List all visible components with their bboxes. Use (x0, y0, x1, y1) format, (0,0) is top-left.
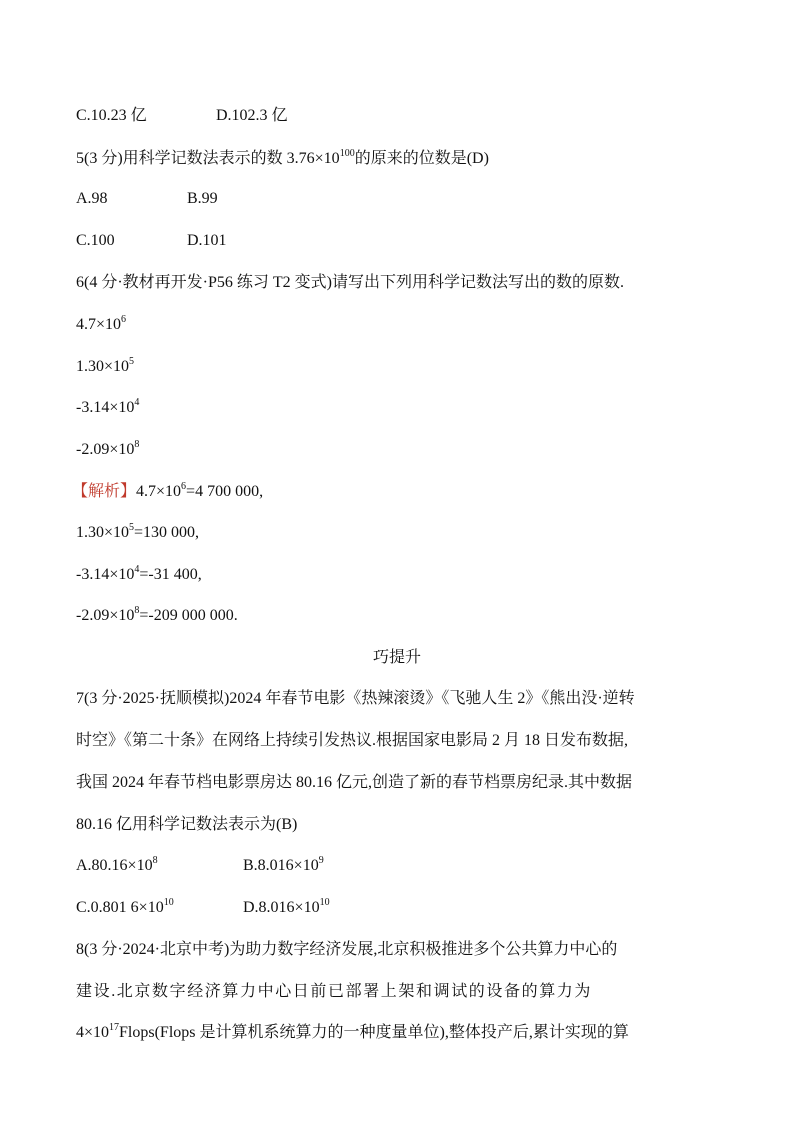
q6-stem: 6(4 分·教材再开发·P56 练习 T2 变式)请写出下列用科学记数法写出的数的原数. (76, 274, 624, 291)
q5-option-b: B.99 (187, 190, 218, 207)
answer-base: -3.14×10 (76, 566, 135, 583)
q6-item-base: 4.7×10 (76, 316, 122, 333)
q6-item (76, 357, 724, 377)
q5-stem-exponent: 100 (339, 148, 355, 159)
q6-item-exponent: 8 (134, 439, 140, 450)
q6-item-base: -3.14×10 (76, 399, 135, 416)
q7-option-d: $D.8.016\times 10^{10}$ (243, 897, 330, 916)
answer-base: 4.7×10 (136, 483, 182, 500)
answer-exponent: 8 (134, 605, 140, 616)
q8-stem-line: 8(3 分·2024·北京中考)为助力数字经济发展,北京积极推进多个公共算力中心的 (76, 941, 618, 958)
answer-base: 1.30×10 (76, 524, 130, 541)
q7-stem-line: 7(3 分·2025·抚顺模拟)2024 年春节电影《热辣滚烫》《飞驰人生 2》《熊出没·逆转 (76, 690, 635, 707)
answer-result: =-31 400, (139, 566, 202, 583)
answer-exponent: 4 (134, 564, 140, 575)
q6-item-base: -2.09×10 (76, 441, 135, 458)
answer-result: =130 000, (134, 524, 200, 541)
q6-analysis-line (76, 606, 724, 626)
q5-option-d: D.101 (187, 232, 227, 249)
q7-option-row-cd (76, 898, 724, 918)
q8-stem-line: 建设.北京数字经济算力中心日前已部署上架和调试的设备的算力为 (76, 983, 593, 1000)
q7-option-row-ab (76, 856, 724, 876)
q4-option-row-cd (76, 106, 724, 126)
q4-option-d: D.102.3 亿 (216, 107, 288, 124)
q6-item (76, 440, 724, 460)
answer-result: =-209 000 000. (139, 607, 238, 624)
section-title: 巧提升 (372, 649, 421, 666)
q7-option-b: $B.8.016\times 10^9$ (243, 855, 324, 874)
q8-value-base: 4×10 (76, 1024, 110, 1041)
answer-exponent: 6 (181, 481, 187, 492)
q6-item-base: 1.30×10 (76, 358, 130, 375)
q6-analysis-line (76, 565, 724, 585)
analysis-tag: 【解析】 (72, 483, 137, 500)
q7-option-c: C.0.801 $6\times 10^{10}$ (76, 897, 174, 916)
q5-option-a: A.98 (76, 190, 108, 207)
q5-stem-prefix: 5(3 分)用科学记数法表示的数 3.76×10 (76, 150, 340, 167)
q6-item-exponent: 5 (129, 356, 135, 367)
answer-exponent: 5 (129, 522, 135, 533)
q8-value-exponent: 17 (109, 1022, 120, 1033)
q4-option-c: C.10.23 亿 (76, 107, 147, 124)
q6-item-exponent: 4 (134, 397, 140, 408)
q7-stem-line: 时空》《第二十条》在网络上持续引发热议.根据国家电影局 2 月 18 日发布数据, (76, 732, 629, 749)
q6-item (76, 315, 724, 335)
q5-option-row-cd (76, 231, 724, 251)
q8-stem-rest: Flops(Flops 是计算机系统算力的一种度量单位),整体投产后,累计实现的算 (119, 1024, 629, 1041)
q6-analysis-line (76, 523, 724, 543)
q7-option-a: $A.80.16\times 10^8$ (76, 855, 158, 874)
answer-base: -2.09×10 (76, 607, 135, 624)
q7-stem-line: 我国 2024 年春节档电影票房达 80.16 亿元,创造了新的春节档票房纪录.其中数据 (76, 774, 633, 791)
q5-stem (76, 149, 724, 169)
q5-option-c: C.100 (76, 232, 115, 249)
q6-analysis-line (72, 482, 724, 502)
q6-item (76, 398, 724, 418)
q5-stem-suffix: 的原来的位数是(D) (354, 150, 489, 167)
q8-stem-line (76, 1023, 724, 1043)
q5-option-row-ab (76, 189, 724, 209)
q7-stem-line: 80.16 亿用科学记数法表示为(B) (76, 816, 298, 833)
q6-item-exponent: 6 (121, 314, 127, 325)
answer-result: =4 700 000, (186, 483, 264, 500)
